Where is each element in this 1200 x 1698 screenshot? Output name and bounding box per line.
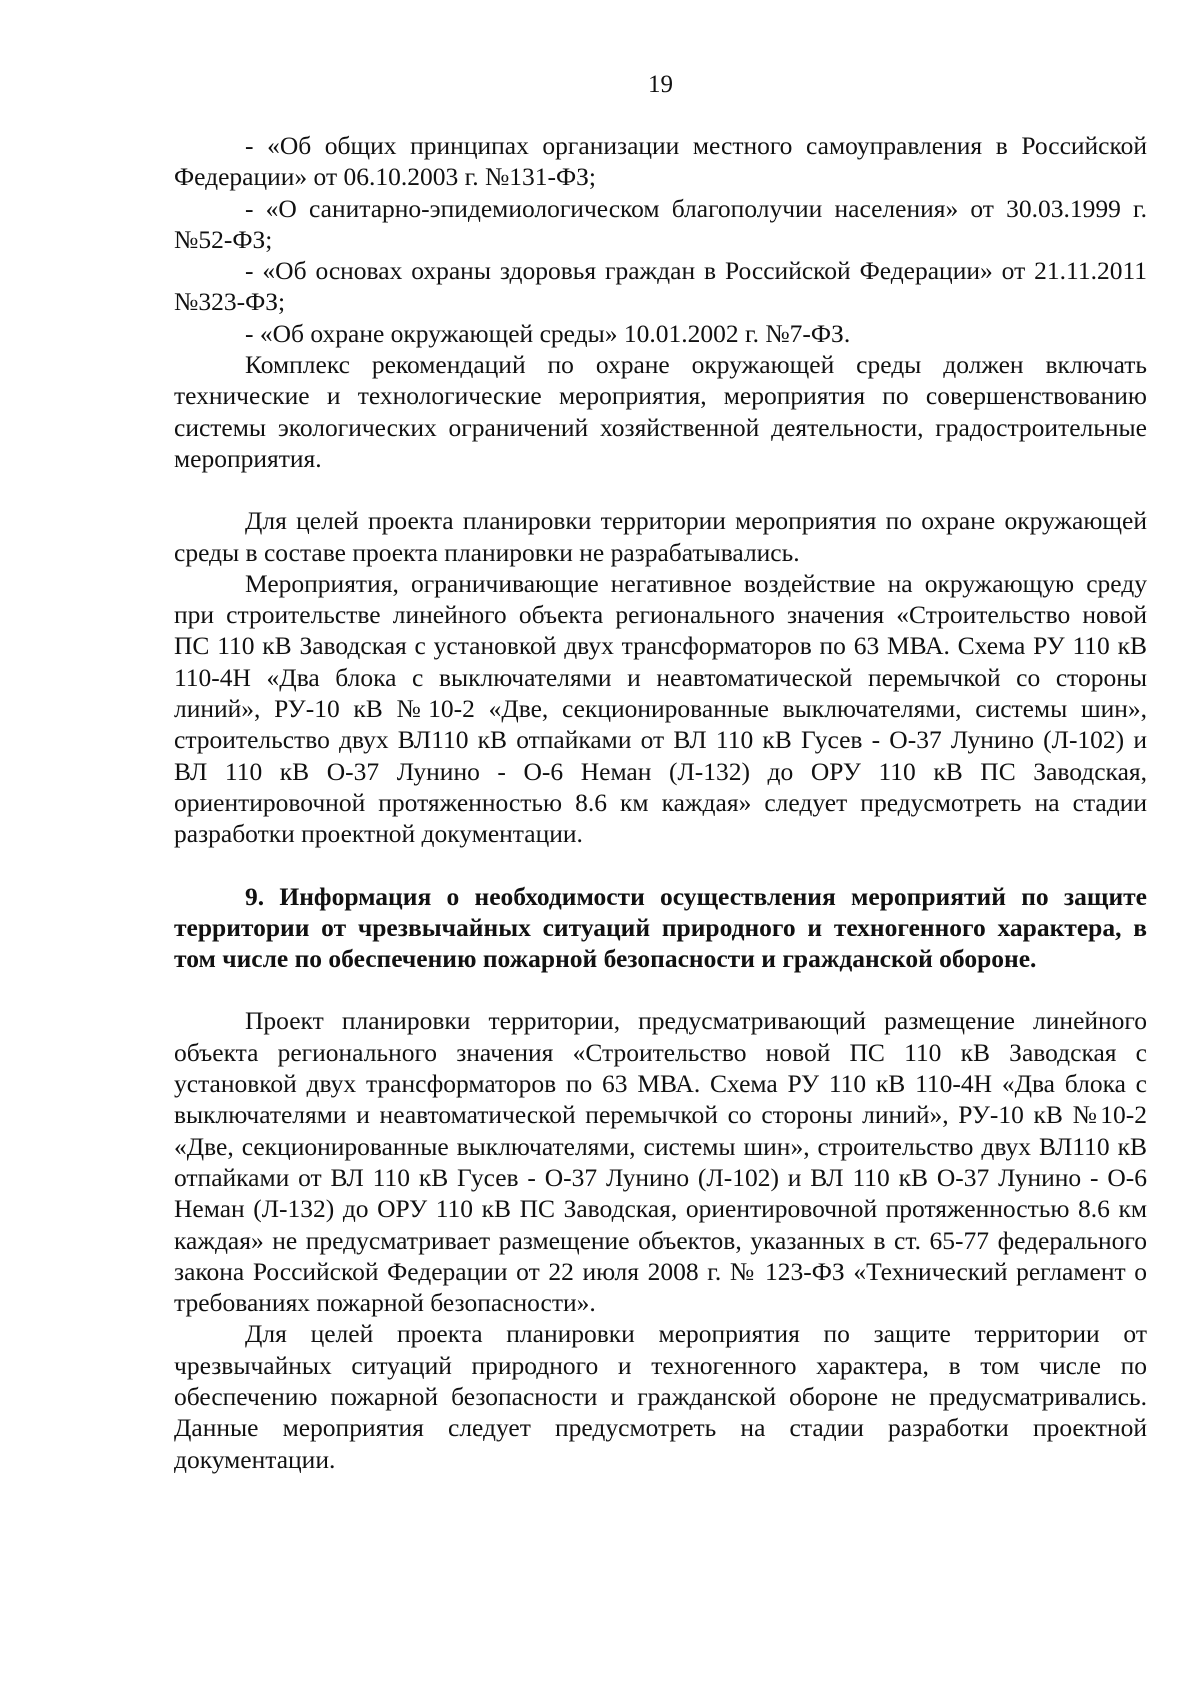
law-list-item: - «О санитарно-эпидемиологическом благополучии населения» от 30.03.1999 г. №52-ФЗ;: [174, 193, 1147, 254]
paragraph-gap: [174, 850, 1147, 881]
law-list-item: - «Об основах охраны здоровья граждан в Российской Федерации» от 21.11.2011 №323-ФЗ;: [174, 256, 1147, 317]
law-list-item: - «Об охране окружающей среды» 10.01.2002 г. №7-ФЗ.: [245, 318, 851, 348]
paragraph-planning-project: Проект планировки территории, предусматривающий размещение линейного объекта регионального значения «Строительство новой ПС 110 кВ Заводская с установкой двух трансформаторов по 63 МВА. Схема РУ 110 кВ 110-4Н «Два блока с выключателями и неавтоматической перемычкой со стороны линий», РУ-10 кВ №10-2 «Две, секционированные выключателями, системы шин», строительство двух ВЛ110 кВ отпайками от ВЛ 110 кВ Гусев - О-37 Лунино (Л-102) и ВЛ 110 кВ О-37 Лунино - О-6 Неман (Л-132) до ОРУ 110 кВ ПС Заводская, ориентировочной протяженностью 8.6 км каждая» не предусматривает размещение объектов, указанных в ст. 65-77 федерального закона Российской Федерации от 22 июля 2008 г. № 123-ФЗ «Технический регламент о требованиях пожарной безопасности».: [174, 1006, 1147, 1318]
law-list-item: - «Об общих принципах организации местного самоуправления в Российской Федерации» от 06.10.2003 г. №131-ФЗ;: [174, 131, 1147, 192]
paragraph-gap: [174, 974, 1147, 1005]
page-number: 19: [648, 71, 673, 98]
document-body: [174, 130, 1147, 1475]
paragraph-mitigation-measures: Мероприятия, ограничивающие негативное воздействие на окружающую среду при строительстве линейного объекта регионального значения «Строительство новой ПС 110 кВ Заводская с установкой двух трансформаторов по 63 МВА. Схема РУ 110 кВ 110-4Н «Два блока с выключателями и неавтоматической перемычкой со стороны линий», РУ-10 кВ №10-2 «Две, секционированные выключателями, системы шин», строительство двух ВЛ110 кВ отпайками от ВЛ 110 кВ Гусев - О-37 Лунино (Л-102) и ВЛ 110 кВ О-37 Лунино - О-6 Неман (Л-132) до ОРУ 110 кВ ПС Заводская, ориентировочной протяженностью 8.6 км каждая» следует предусмотреть на стадии разработки проектной документации.: [174, 568, 1147, 849]
paragraph-emergency-measures: Для целей проекта планировки мероприятия по защите территории от чрезвычайных ситуаций природного и техногенного характера, в том числе по обеспечению пожарной безопасности и гражданской обороне не предусматривались. Данные мероприятия следует предусмотреть на стадии разработки проектной документации.: [174, 1319, 1147, 1474]
paragraph-environment-complex: Комплекс рекомендаций по охране окружающей среды должен включать технические и технологические мероприятия, мероприятия по совершенствованию системы экологических ограничений хозяйственной деятельности, градостроительные мероприятия.: [174, 350, 1147, 473]
paragraph-gap: [174, 474, 1147, 505]
paragraph-planning-goals: Для целей проекта планировки территории мероприятия по охране окружающей среды в составе проекта планировки не разрабатывались.: [174, 506, 1147, 567]
section-heading: 9. Информация о необходимости осуществления мероприятий по защите территории от чрезвычайных ситуаций природного и техногенного характера, в том числе по обеспечению пожарной безопасности и гражданской обороне.: [174, 881, 1147, 974]
